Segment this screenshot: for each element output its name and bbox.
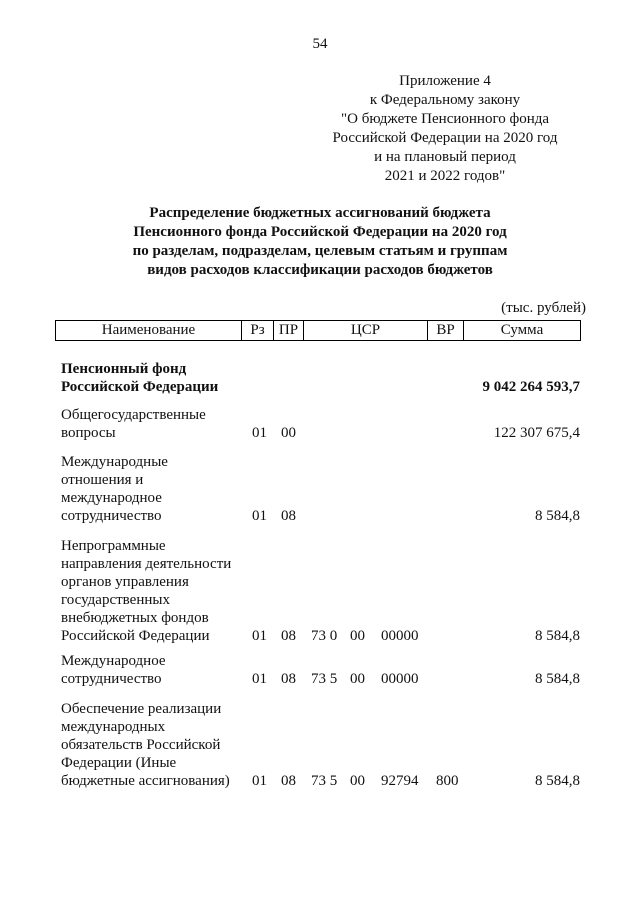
row-vr: 800 — [436, 773, 459, 789]
row-name-line: бюджетные ассигнования) — [61, 773, 230, 789]
row-name-line: Международное — [61, 653, 166, 669]
header-csr: ЦСР — [304, 321, 428, 340]
row-name — [61, 700, 241, 790]
row-name-line: Пенсионный фонд — [61, 361, 187, 377]
appendix-line: Приложение 4 — [399, 73, 491, 89]
row-sum: 8 584,8 — [535, 671, 580, 687]
title-line: по разделам, подразделам, целевым статьям и группам — [132, 243, 508, 259]
header-name: Наименование — [56, 321, 242, 340]
row-sum: 8 584,8 — [535, 773, 580, 789]
row-pr: 08 — [281, 671, 296, 687]
row-csr-subprogram: 00 — [350, 628, 365, 644]
row-csr-subprogram: 00 — [350, 773, 365, 789]
row-sum: 122 307 675,4 — [493, 425, 580, 441]
appendix-line: и на плановый период — [374, 149, 516, 165]
header-sum: Сумма — [500, 322, 544, 338]
row-name-line: государственных — [61, 592, 170, 608]
row-csr-direction: 92794 — [381, 773, 419, 789]
row-sum: 8 584,8 — [535, 628, 580, 644]
row-name-line: Международные — [61, 454, 168, 470]
row-csr-program: 73 0 — [311, 628, 338, 644]
row-sum: 9 042 264 593,7 — [482, 379, 580, 395]
title-line: видов расходов классификации расходов бюджетов — [147, 262, 493, 278]
row-rz: 01 — [252, 671, 267, 687]
row-rz: 01 — [252, 425, 267, 441]
row-name-line: Российской Федерации — [61, 379, 219, 395]
appendix-line: к Федеральному закону — [369, 92, 521, 108]
appendix-heading — [300, 72, 590, 186]
title-line: Пенсионного фонда Российской Федерации на 2020 год — [133, 224, 507, 240]
row-name — [61, 537, 241, 645]
row-csr-program: 73 5 — [311, 773, 338, 789]
header-vr: ВР — [428, 321, 464, 340]
row-name-line: сотрудничество — [61, 508, 162, 524]
header-rz: Рз — [242, 321, 274, 340]
row-name-line: Российской Федерации — [61, 628, 210, 644]
row-sum: 8 584,8 — [535, 508, 580, 524]
row-name-line: вопросы — [61, 425, 116, 441]
row-name-line: внебюджетных фондов — [61, 610, 209, 626]
row-csr-program: 73 5 — [311, 671, 338, 687]
document-title — [80, 204, 560, 280]
row-name — [61, 652, 241, 688]
row-name-line: Общегосударственные — [61, 407, 206, 423]
row-name-line: органов управления — [61, 574, 189, 590]
header-pr: ПР — [274, 321, 304, 340]
row-rz: 01 — [252, 773, 267, 789]
row-rz: 01 — [252, 508, 267, 524]
row-name — [61, 406, 241, 442]
row-name-line: международное — [61, 490, 162, 506]
row-name-line: отношения и — [61, 472, 144, 488]
row-csr-subprogram: 00 — [350, 671, 365, 687]
row-csr-direction: 00000 — [381, 671, 419, 687]
page-number: 54 — [312, 36, 328, 52]
row-name — [61, 453, 241, 525]
row-name-line: Обеспечение реализации — [61, 701, 222, 717]
row-pr: 00 — [281, 425, 296, 441]
row-name — [61, 360, 241, 396]
row-rz: 01 — [252, 628, 267, 644]
title-line: Распределение бюджетных ассигнований бюджета — [149, 205, 491, 221]
row-pr: 08 — [281, 773, 296, 789]
row-name-line: сотрудничество — [61, 671, 162, 687]
row-name-line: международных — [61, 719, 166, 735]
row-name-line: обязательств Российской — [61, 737, 221, 753]
appendix-line: Российской Федерации на 2020 год — [332, 130, 558, 146]
row-name-line: Федерации (Иные — [61, 755, 177, 771]
row-pr: 08 — [281, 508, 296, 524]
units-label: (тыс. рублей) — [501, 300, 586, 316]
appendix-line: 2021 и 2022 годов" — [384, 168, 506, 184]
row-csr-direction: 00000 — [381, 628, 419, 644]
row-pr: 08 — [281, 628, 296, 644]
row-name-line: Непрограммные — [61, 538, 166, 554]
appendix-line: "О бюджете Пенсионного фонда — [340, 111, 550, 127]
table-header — [55, 320, 581, 341]
row-name-line: направления деятельности — [61, 556, 232, 572]
